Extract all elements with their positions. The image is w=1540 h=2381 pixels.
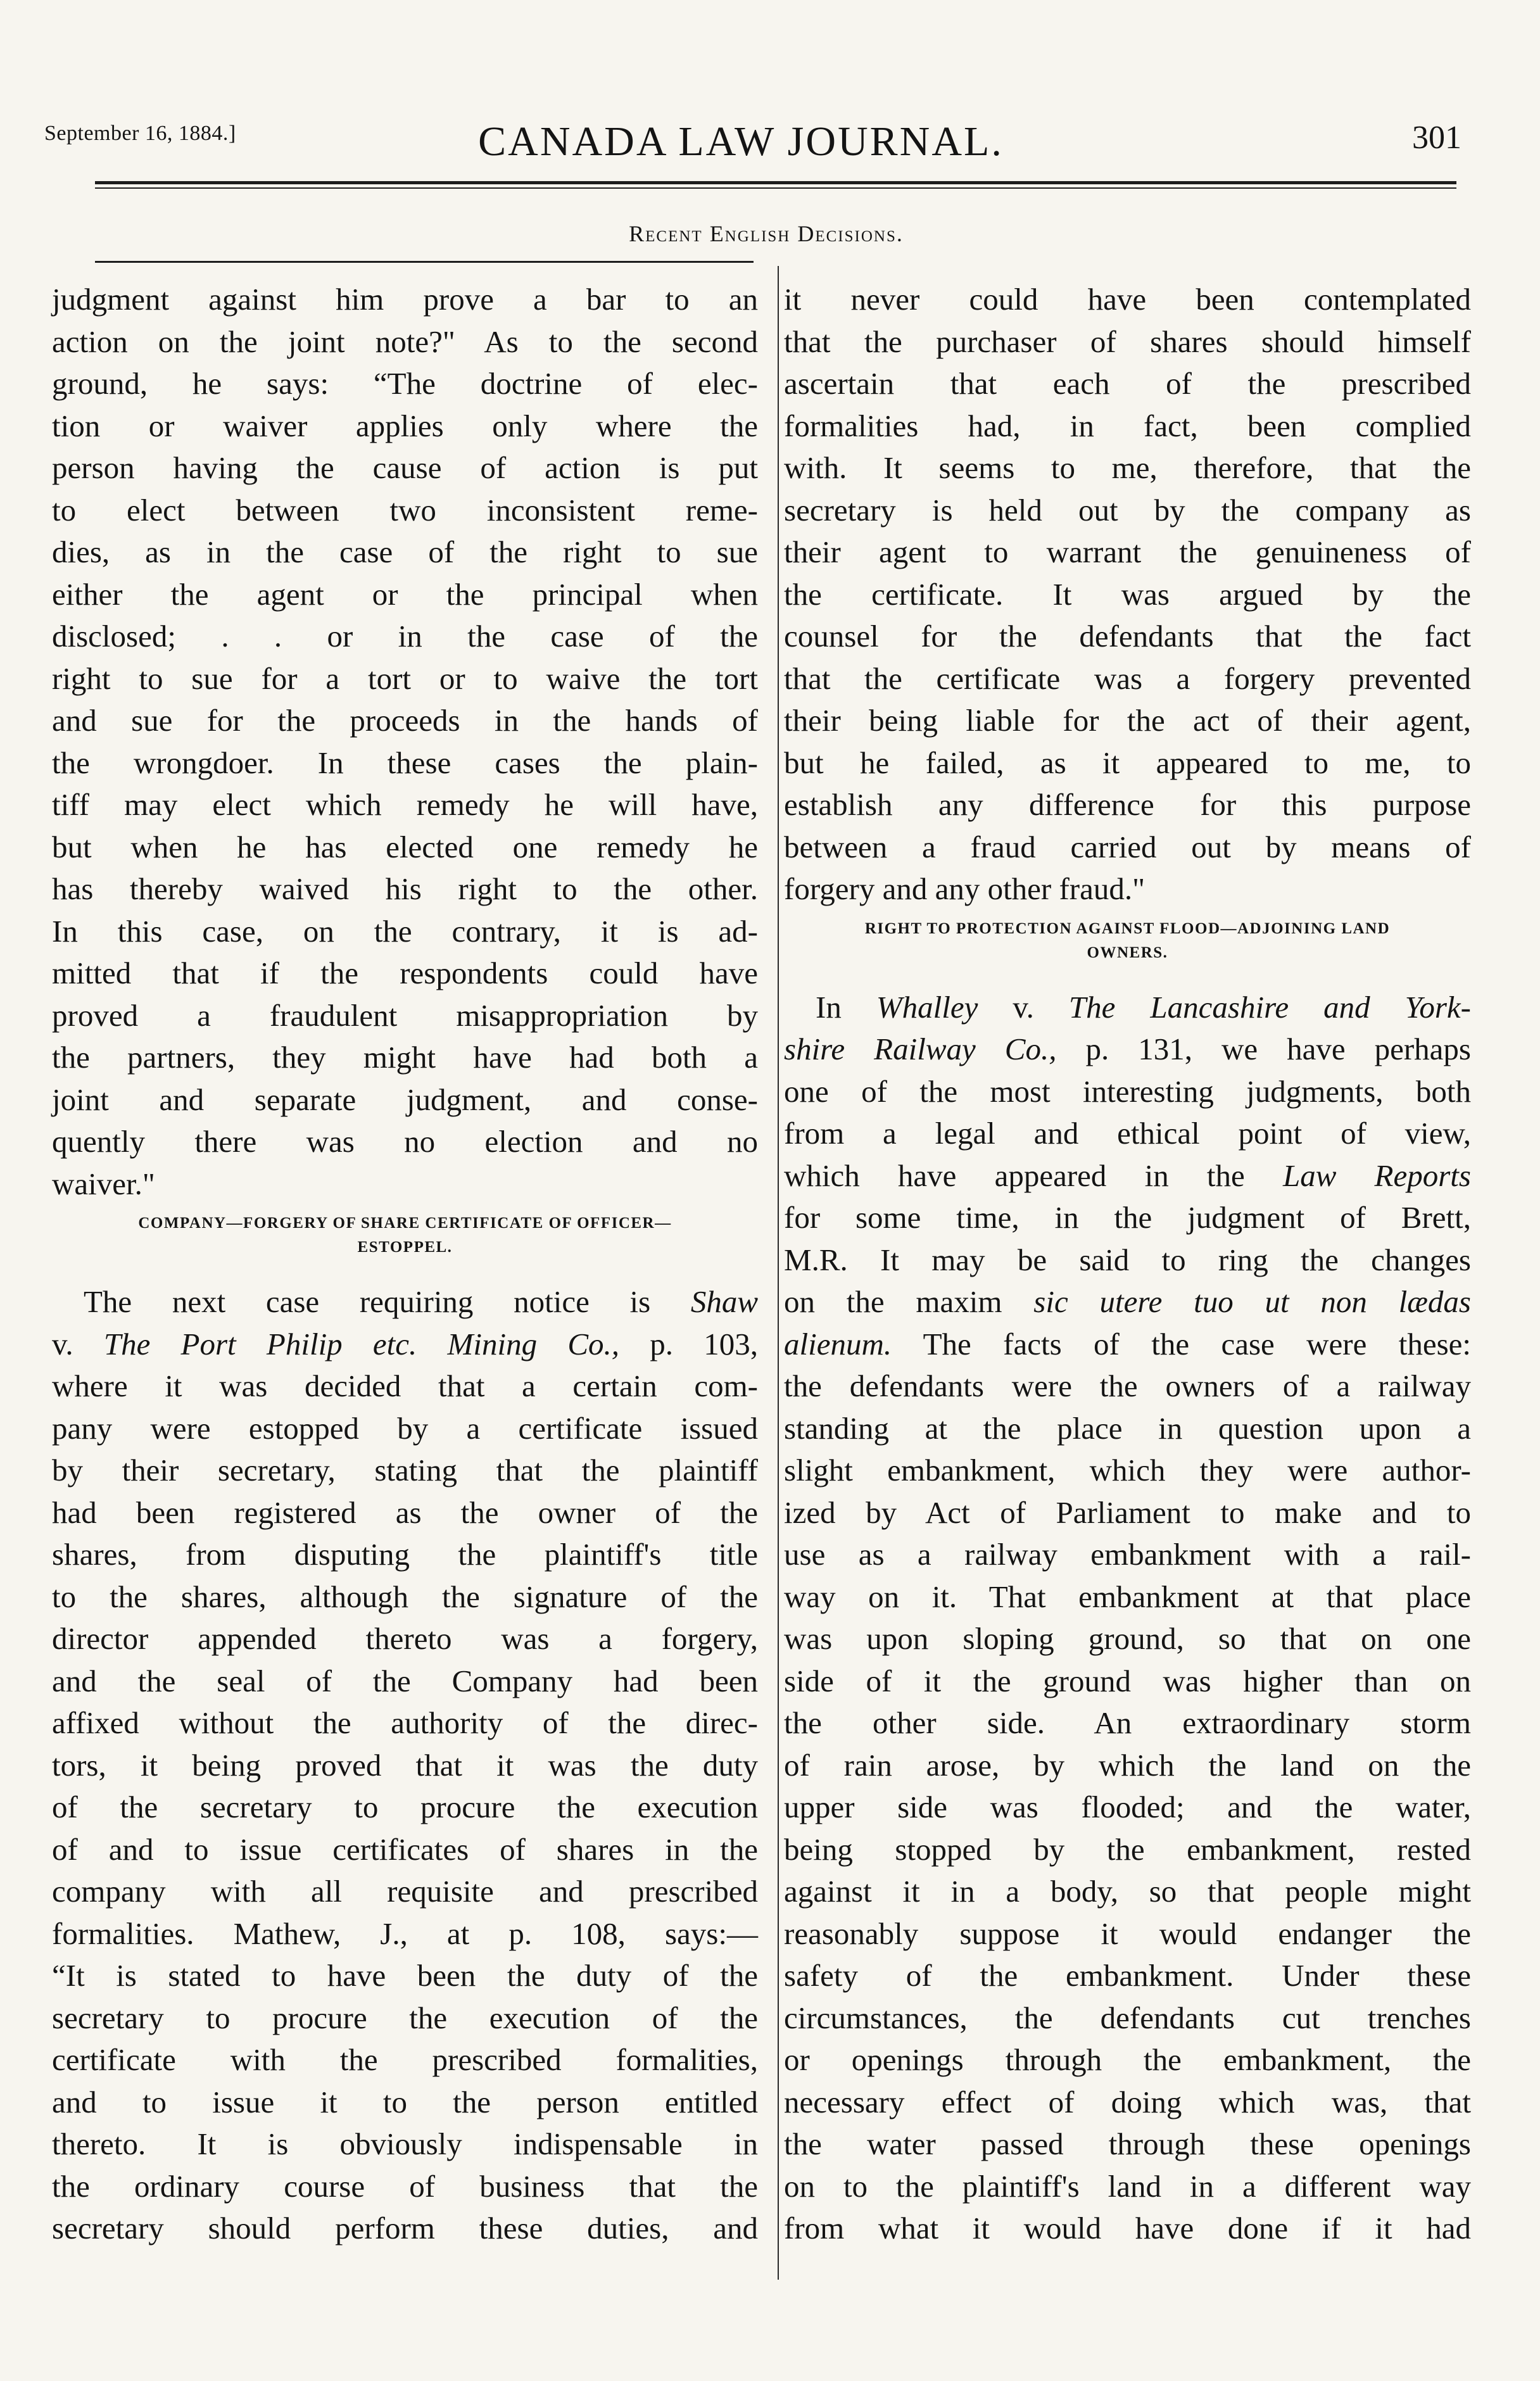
text-run: p. 131, we have perhaps (1056, 1032, 1471, 1066)
text-line: right to sue for a tort or to waive the tort (52, 660, 758, 696)
text-line: on to the plaintiff's land in a different way (784, 2168, 1471, 2204)
text-line: dies, as in the case of the right to sue (52, 534, 758, 569)
left-heading-line1: COMPANY—FORGERY OF SHARE CERTIFICATE OF OFFICER— (138, 1215, 672, 1232)
right-heading-line2: OWNERS. (1087, 944, 1168, 961)
text-line: but he failed, as it appeared to me, to (784, 745, 1471, 780)
right-paragraph-quote (784, 279, 1471, 911)
text-line: for some time, in the judgment of Brett, (784, 1200, 1471, 1235)
text-line: establish any difference for this purpose (784, 787, 1471, 822)
text-line: and to issue it to the person entitled (52, 2084, 758, 2119)
text-line: to the shares, although the signature of the (52, 1579, 758, 1614)
text-line: judgment against him prove a bar to an (52, 282, 758, 317)
right-reports-line (784, 1155, 1471, 1197)
text-line: secretary should perform these duties, and (52, 2211, 758, 2245)
text-line: upper side was flooded; and the water, (784, 1790, 1471, 1824)
text-line: M.R. It may be said to ring the changes (784, 1242, 1471, 1277)
text-line: waiver." (52, 1166, 155, 1201)
text-line: to elect between two inconsistent reme- (52, 492, 758, 527)
text-line: thereto. It is obviously indispensable in (52, 2126, 758, 2161)
header-date: September 16, 1884.] (44, 122, 236, 145)
text-line: forgery and any other fraud." (784, 871, 1146, 906)
case-name: shire Railway Co., (784, 1032, 1057, 1066)
text-line: certificate with the prescribed formalities, (52, 2042, 758, 2077)
right-paragraph-facts (784, 1365, 1471, 2250)
text-line: being stopped by the embankment, rested (784, 1831, 1471, 1867)
left-column (52, 279, 758, 2250)
case-name: Shaw (690, 1284, 758, 1319)
text-line: and sue for the proceeds in the hands of (52, 703, 758, 738)
journal-title: CANADA LAW JOURNAL. (478, 118, 1004, 165)
right-column (784, 279, 1471, 2250)
left-heading-line2: ESTOPPEL. (357, 1239, 453, 1256)
right-maxim-line1 (784, 1281, 1471, 1323)
text-line: action on the joint note?" As to the second (52, 324, 758, 359)
text-line: slight embankment, which they were author- (784, 1453, 1471, 1487)
text-line: between a fraud carried out by means of (784, 829, 1471, 864)
text-line: necessary effect of doing which was, that (784, 2084, 1471, 2119)
header-rule-thick (95, 181, 1456, 184)
page-number: 301 (1412, 120, 1461, 156)
text-line: counsel for the defendants that the fact (784, 619, 1471, 654)
text-line: of rain arose, by which the land on the (784, 1747, 1471, 1783)
text-line: affixed without the authority of the direc- (52, 1705, 758, 1740)
left-case-line1 (52, 1281, 758, 1323)
text-line: tors, it being proved that it was the duty (52, 1747, 758, 1783)
maxim: alienum. (784, 1326, 892, 1361)
text-run: v. (52, 1326, 104, 1361)
text-line: or openings through the embankment, the (784, 2042, 1471, 2077)
right-paragraph-mid (784, 1071, 1471, 1155)
text-line: way on it. That embankment at that place (784, 1579, 1471, 1614)
text-line: and the seal of the Company had been (52, 1663, 758, 1698)
text-line: reasonably suppose it would endanger the (784, 1916, 1471, 1951)
text-run: In (816, 989, 876, 1025)
text-line: their agent to warrant the genuineness of (784, 534, 1471, 569)
text-run: v. (978, 989, 1069, 1025)
text-line: had been registered as the owner of the (52, 1494, 758, 1530)
text-line: the ordinary course of business that the (52, 2168, 758, 2204)
text-line: was upon sloping ground, so that on one (784, 1621, 1471, 1656)
text-line: circumstances, the defendants cut trenches (784, 2000, 1471, 2035)
section-title: Recent English Decisions. (629, 221, 904, 246)
text-line: disclosed; . . or in the case of the (52, 619, 758, 654)
right-heading-line1: RIGHT TO PROTECTION AGAINST FLOOD—ADJOINING LAND (864, 919, 1391, 937)
right-maxim-line2 (784, 1323, 1471, 1366)
text-line: ground, he says: “The doctrine of elec- (52, 366, 758, 401)
text-line: from what it would have done if it had (784, 2211, 1471, 2245)
text-line: their being liable for the act of their agent, (784, 703, 1471, 738)
text-run: The facts of the case were these: (892, 1326, 1471, 1361)
header-rule-thin (95, 187, 1456, 189)
text-line: with. It seems to me, therefore, that the (784, 450, 1471, 485)
text-line: use as a railway embankment with a rail- (784, 1537, 1471, 1572)
right-case-line2 (784, 1028, 1471, 1071)
text-line: side of it the ground was higher than on (784, 1663, 1471, 1698)
text-line: that the certificate was a forgery prevented (784, 660, 1471, 696)
text-line: by their secretary, stating that the plaintiff (52, 1453, 758, 1487)
text-line: where it was decided that a certain com- (52, 1368, 758, 1403)
text-line: mitted that if the respondents could have (52, 956, 758, 990)
text-line: one of the most interesting judgments, both (784, 1073, 1471, 1109)
law-reports: Law Reports (1282, 1158, 1471, 1193)
text-run: The next case requiring notice is (84, 1284, 691, 1319)
text-line: ascertain that each of the prescribed (784, 366, 1471, 401)
right-case-line1 (784, 987, 1471, 1029)
text-line: ized by Act of Parliament to make and to (784, 1494, 1471, 1530)
text-line: secretary to procure the execution of the (52, 2000, 758, 2035)
text-line: joint and separate judgment, and conse- (52, 1082, 758, 1117)
left-paragraph-quote (52, 279, 758, 1205)
case-name: The Port Philip etc. Mining Co., (103, 1326, 619, 1361)
text-line: tiff may elect which remedy he will have, (52, 787, 758, 822)
text-line: formalities had, in fact, been complied (784, 408, 1471, 443)
text-line: pany were estopped by a certificate issued (52, 1410, 758, 1446)
right-heading (784, 917, 1471, 965)
maxim: sic utere tuo ut non lædas (1033, 1284, 1471, 1319)
section-rule (95, 261, 754, 263)
text-line: secretary is held out by the company as (784, 492, 1471, 527)
text-line: In this case, on the contrary, it is ad- (52, 913, 758, 949)
text-line: the other side. An extraordinary storm (784, 1705, 1471, 1740)
right-paragraph-mid2 (784, 1197, 1471, 1281)
text-line: “It is stated to have been the duty of the (52, 1958, 758, 1993)
text-run: p. 103, (619, 1326, 758, 1361)
text-run: which have appeared in the (784, 1158, 1283, 1193)
text-line: from a legal and ethical point of view, (784, 1116, 1471, 1151)
left-paragraph-shaw (52, 1365, 758, 2250)
case-name: Whalley (876, 989, 978, 1025)
text-line: person having the cause of action is put (52, 450, 758, 485)
text-line: safety of the embankment. Under these (784, 1958, 1471, 1993)
case-name: The Lancashire and York- (1068, 989, 1471, 1025)
text-line: the certificate. It was argued by the (784, 576, 1471, 612)
text-line: against it in a body, so that people might (784, 1874, 1471, 1909)
text-line: the water passed through these openings (784, 2126, 1471, 2161)
left-case-line2 (52, 1323, 758, 1366)
text-line: company with all requisite and prescribed (52, 1874, 758, 1909)
text-line: either the agent or the principal when (52, 576, 758, 612)
text-line: standing at the place in question upon a (784, 1410, 1471, 1446)
text-line: the wrongdoer. In these cases the plain- (52, 745, 758, 780)
column-divider (778, 266, 779, 2280)
text-line: the defendants were the owners of a railway (784, 1368, 1471, 1403)
text-line: director appended thereto was a forgery, (52, 1621, 758, 1656)
text-line: has thereby waived his right to the other. (52, 871, 758, 906)
text-line: that the purchaser of shares should himself (784, 324, 1471, 359)
text-line: of and to issue certificates of shares in the (52, 1831, 758, 1867)
text-line: the partners, they might have had both a (52, 1040, 758, 1075)
text-line: of the secretary to procure the execution (52, 1790, 758, 1824)
text-line: but when he has elected one remedy he (52, 829, 758, 864)
text-line: shares, from disputing the plaintiff's title (52, 1537, 758, 1572)
text-line: it never could have been contemplated (784, 282, 1471, 317)
text-run: on the maxim (784, 1284, 1034, 1319)
text-line: proved a fraudulent misappropriation by (52, 997, 758, 1033)
text-line: quently there was no election and no (52, 1124, 758, 1159)
text-line: formalities. Mathew, J., at p. 108, says:— (52, 1916, 758, 1951)
text-line: tion or waiver applies only where the (52, 408, 758, 443)
left-heading (52, 1211, 758, 1260)
